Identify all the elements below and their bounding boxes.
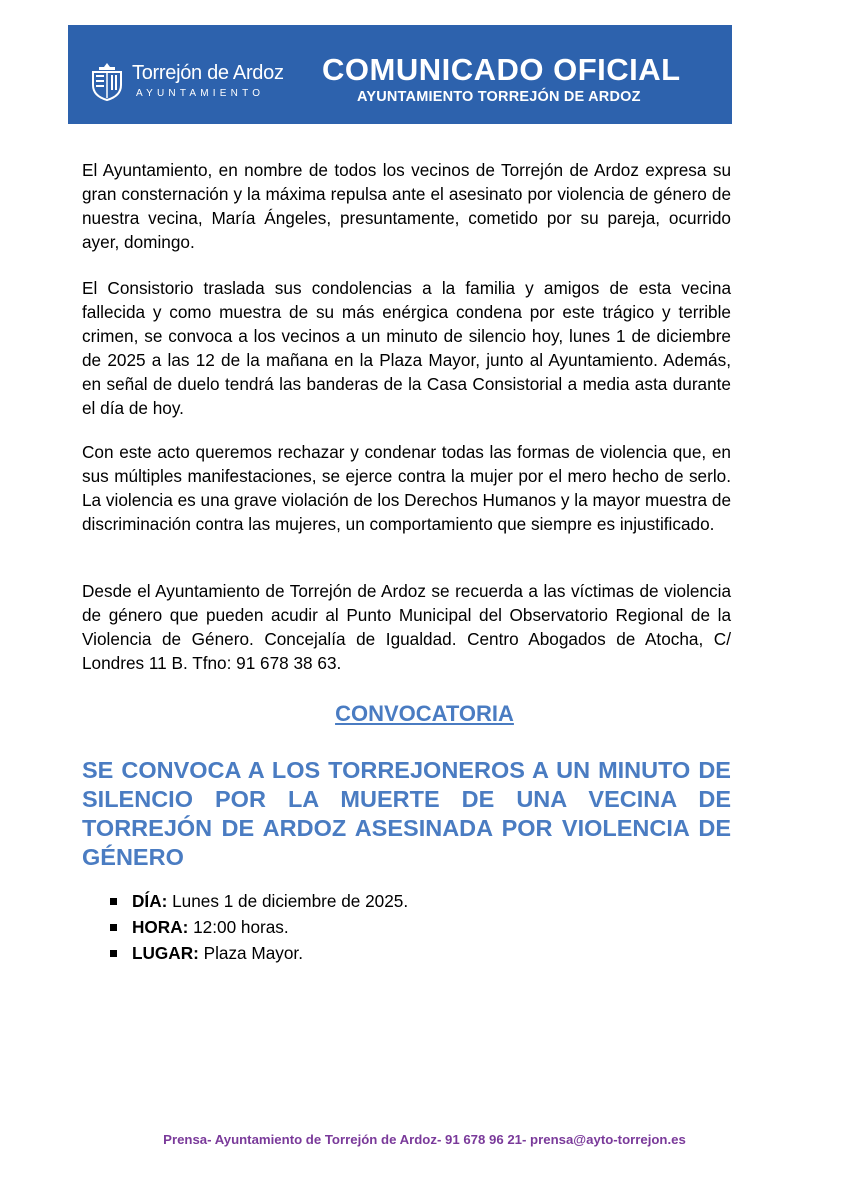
detail-value: 12:00 horas. (193, 917, 289, 937)
detail-label: DÍA: (132, 891, 168, 911)
crest-icon (90, 61, 124, 101)
logo-name: Torrejón de Ardoz (132, 62, 284, 84)
logo-subtitle: AYUNTAMIENTO (136, 88, 265, 99)
paragraph-3: Con este acto queremos rechazar y condenar todas las formas de violencia que, en sus múltiples manifestaciones, se ejerce contra la mujer por el mero hecho de serlo. La violencia es una grave violación de los Derechos Humanos y la mayor muestra de discriminación contra las mujeres, un comportamiento que siempre es injustificado. (82, 442, 731, 534)
event-details (110, 888, 408, 966)
header-banner (68, 25, 732, 124)
square-bullet-icon (110, 898, 117, 905)
detail-day (110, 888, 408, 914)
detail-place (110, 940, 408, 966)
detail-label: LUGAR: (132, 943, 199, 963)
paragraph-4: Desde el Ayuntamiento de Torrejón de Ardoz se recuerda a las víctimas de violencia de género que pueden acudir al Punto Municipal del Observatorio Regional de la Violencia de Género. Concejalía de Igualdad. Centro Abogados de Atocha, C/ Londres 11 B. Tfno: 91 678 38 63. (82, 581, 731, 673)
square-bullet-icon (110, 950, 117, 957)
detail-label: HORA: (132, 917, 189, 937)
detail-value: Plaza Mayor. (203, 943, 303, 963)
municipal-logo (90, 61, 300, 121)
banner-subtitle: AYUNTAMIENTO TORREJÓN DE ARDOZ (357, 89, 641, 105)
convocatoria-heading: CONVOCATORIA (335, 701, 514, 726)
paragraph-2: El Consistorio traslada sus condolencias a la familia y amigos de esta vecina fallecida y como muestra de su más enérgica condena por este trágico y terrible crimen, se convoca a los vecinos a un minuto de silencio hoy, lunes 1 de diciembre de 2025 a las 12 de la mañana en la Plaza Mayor, junto al Ayuntamiento. Además, en señal de duelo tendrá las banderas de la Casa Consistorial a media asta durante el día de hoy. (82, 278, 731, 418)
convocatoria-text: SE CONVOCA A LOS TORREJONEROS A UN MINUTO DE SILENCIO POR LA MUERTE DE UNA VECINA DE TORREJÓN DE ARDOZ ASESINADA POR VIOLENCIA DE GÉNERO (82, 757, 731, 870)
detail-time (110, 914, 408, 940)
press-footer: Prensa- Ayuntamiento de Torrejón de Ardoz- 91 678 96 21- prensa@ayto-torrejon.es (163, 1132, 686, 1147)
square-bullet-icon (110, 924, 117, 931)
detail-value: Lunes 1 de diciembre de 2025. (172, 891, 409, 911)
banner-title: COMUNICADO OFICIAL (322, 52, 681, 87)
paragraph-1: El Ayuntamiento, en nombre de todos los vecinos de Torrejón de Ardoz expresa su gran consternación y la máxima repulsa ante el asesinato por violencia de género de nuestra vecina, María Ángeles, presuntamente, cometido por su pareja, ocurrido ayer, domingo. (82, 160, 731, 252)
